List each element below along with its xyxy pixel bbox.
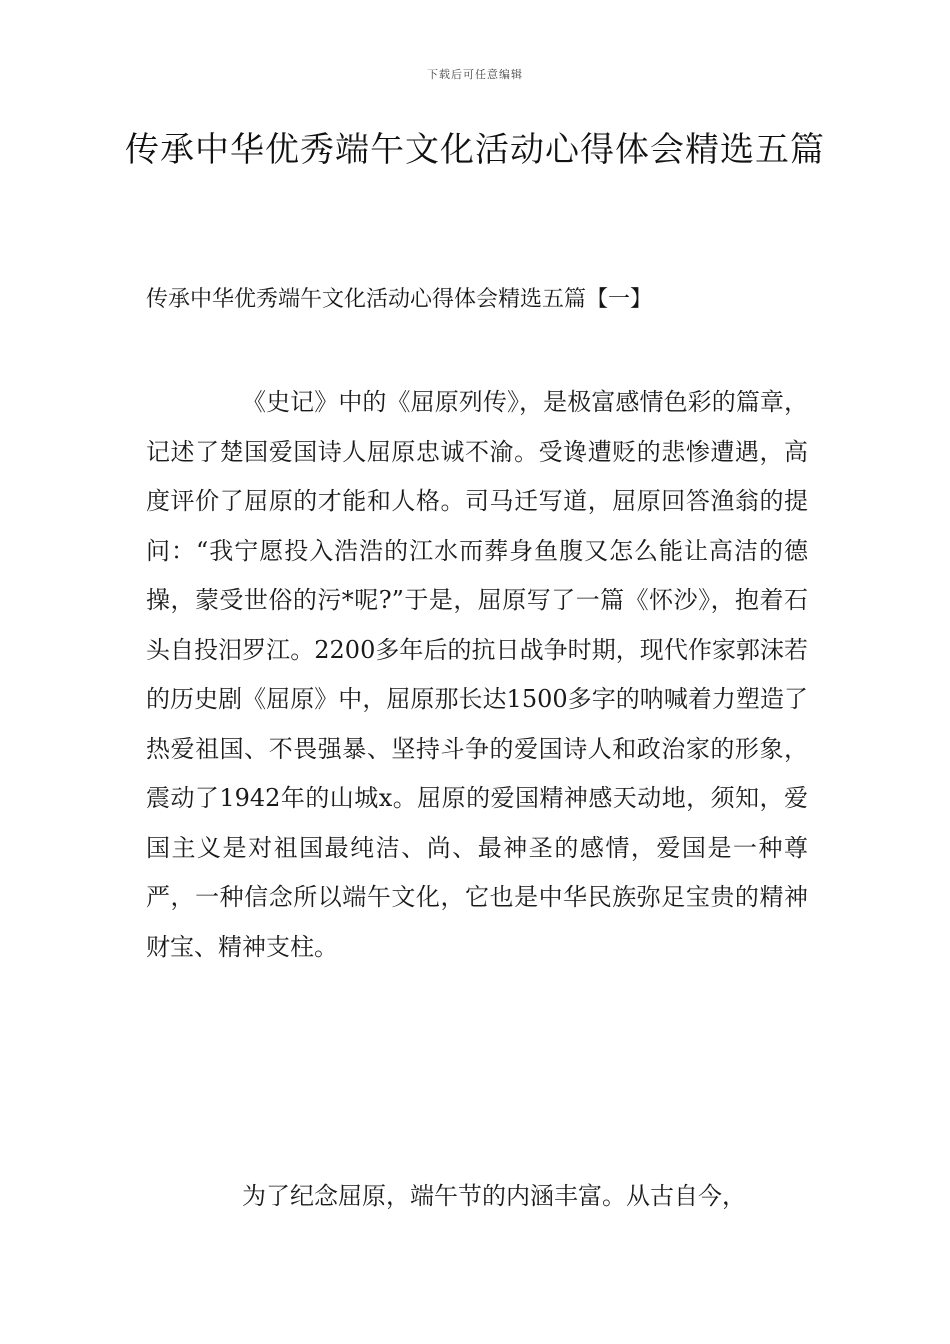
header-note: 下载后可任意编辑 (427, 68, 523, 81)
body-paragraph-2: 为了纪念屈原，端午节的内涵丰富。从古自今， (242, 1182, 746, 1210)
section-heading: 传承中华优秀端午文化活动心得体会精选五篇【一】 (146, 287, 653, 312)
body-paragraph-1: 《史记》中的《屈原列传》，是极富感情色彩的篇章，记述了楚国爱国诗人屈原忠诚不渝。受谗遭贬的悲惨遭遇，高度评价了屈原的才能和人格。司马迁写道，屈原回答渔翁的提问：“我宁愿投入浩浩的江水而葬身鱼腹又怎么能让高洁的德操，蒙受世俗的污*呢?”于是，屈原写了一篇《怀沙》，抱着石头自投汨罗江。2200多年后的抗日战争时期，现代作家郭沫若的历史剧《屈原》中，屈原那长达1500多字的呐喊着力塑造了热爱祖国、不畏强暴、坚持斗争的爱国诗人和政治家的形象，震动了1942年的山城x。屈原的爱国精神感天动地，须知，爱国主义是对祖国最纯洁、尚、最神圣的感情，爱国是一种尊严，一种信念所以端午文化，它也是中华民族弥足宝贵的精神财宝、精神支柱。 (146, 388, 808, 961)
document-title: 传承中华优秀端午文化活动心得体会精选五篇 (125, 130, 825, 170)
